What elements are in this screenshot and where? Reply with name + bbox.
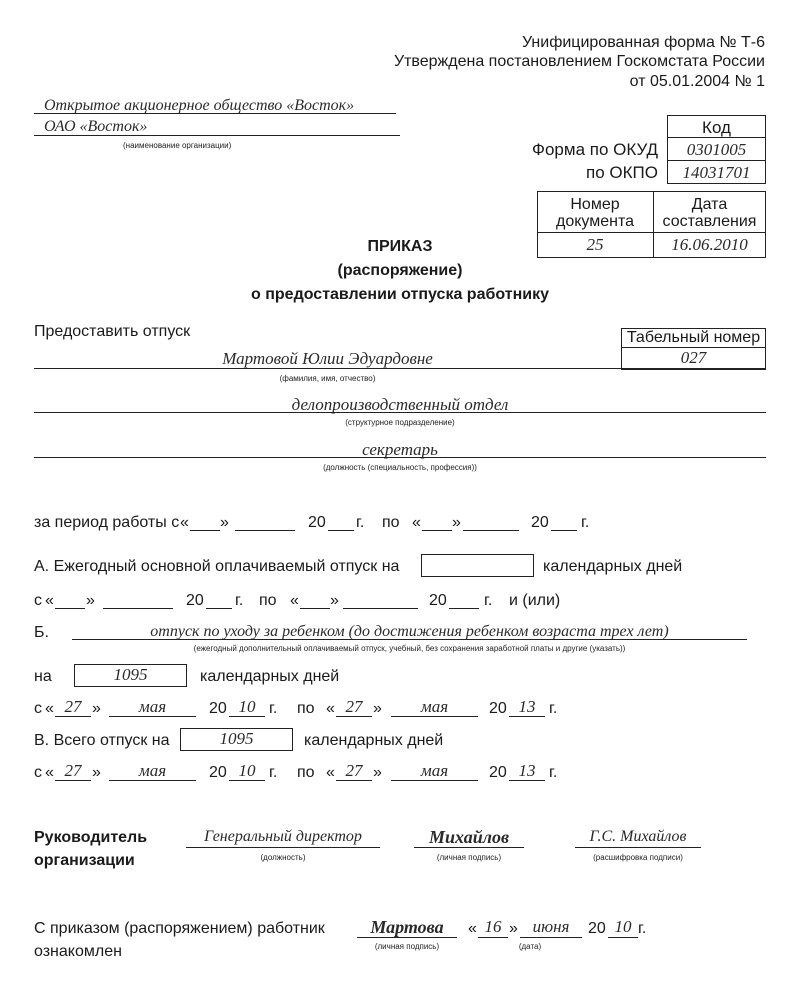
organization-full-name: Открытое акционерное общество «Восток»: [44, 97, 355, 114]
ack-year: 10: [614, 917, 632, 936]
section-a-days-label: календарных дней: [543, 558, 683, 575]
section-v-to-year-prefix: 20: [489, 764, 507, 781]
document-date-label-1: Дата: [691, 196, 728, 213]
section-b-from-quote-close: »: [92, 700, 101, 717]
organization-line-2: [34, 135, 400, 136]
ack-date-caption: (дата): [518, 942, 542, 951]
section-v-from-year-suffix: г.: [269, 764, 278, 781]
ack-month: июня: [532, 917, 570, 936]
employee-position-caption: (должность (специальность, профессия)): [323, 463, 477, 472]
period-to-month-line: [463, 530, 519, 531]
section-b-to-year: 13: [518, 697, 536, 716]
period-po-label: по: [382, 514, 400, 531]
section-b-to-year-prefix: 20: [489, 700, 507, 717]
codes-header: Код: [702, 118, 731, 137]
okpo-value: 14031701: [682, 163, 751, 182]
section-v-from-year-prefix: 20: [209, 764, 227, 781]
document-date-value: 16.06.2010: [671, 235, 748, 254]
head-signature-line: [414, 847, 524, 848]
period-to-quote-close: »: [452, 514, 461, 531]
employee-position-line: [34, 457, 766, 458]
section-b-from-year-line: [229, 716, 265, 717]
ack-year-suffix: г.: [638, 920, 647, 937]
section-b-days-label: календарных дней: [200, 668, 340, 685]
section-a-to-year-prefix: 20: [429, 592, 447, 609]
section-b-caption: (ежегодный дополнительный оплачиваемый отпуск, учебный, без сохранения заработной платы и другие (указать)): [193, 644, 626, 653]
section-v-to-quote-open: «: [326, 764, 335, 781]
section-b-po-label: по: [297, 700, 315, 717]
section-b-from-day: 27: [64, 697, 82, 716]
form-header-line-1: Унифицированная форма № Т-6: [521, 34, 765, 51]
document-date-label-2: составления: [662, 213, 757, 230]
employee-department-line: [34, 412, 766, 413]
section-a-from-quote-close: »: [86, 592, 95, 609]
section-v-to-year-line: [509, 780, 545, 781]
document-box-hdivider: [537, 232, 766, 233]
okud-label: Форма по ОКУД: [532, 140, 658, 159]
ack-signature-caption: (личная подпись): [374, 942, 440, 951]
section-b-label: Б.: [34, 624, 49, 641]
section-v-from-year-line: [229, 780, 265, 781]
section-a-to-quote-close: »: [330, 592, 339, 609]
document-number-value: 25: [586, 235, 604, 254]
okud-value: 0301005: [686, 140, 747, 159]
section-v-to-day: 27: [345, 761, 363, 780]
head-signature-caption: (личная подпись): [436, 853, 502, 862]
section-a-from-year-suffix: г.: [235, 592, 244, 609]
section-b-to-quote-close: »: [373, 700, 382, 717]
period-label: за период работы с: [34, 514, 180, 531]
tab-number-value: 027: [680, 348, 707, 367]
section-v-from-quote-open: «: [45, 764, 54, 781]
employee-position: секретарь: [362, 440, 438, 459]
employee-name-line: [34, 368, 766, 369]
section-v-from-month: мая: [138, 761, 167, 780]
section-a-or-label: и (или): [509, 592, 561, 609]
section-a-from-year-line: [206, 608, 232, 609]
section-v-days-value: 1095: [219, 729, 254, 748]
section-v-to-month: мая: [420, 761, 449, 780]
head-position-line: [186, 847, 380, 848]
section-b-from-year: 10: [238, 697, 256, 716]
period-to-year-suffix: г.: [581, 514, 590, 531]
period-from-year-prefix: 20: [308, 514, 326, 531]
section-v-from-year: 10: [238, 761, 256, 780]
period-from-quote-close: »: [220, 514, 229, 531]
section-a-to-month-line: [343, 608, 418, 609]
section-b-from-month: мая: [138, 697, 167, 716]
section-b-to-month-line: [391, 716, 478, 717]
period-from-year-line: [328, 530, 354, 531]
head-position-caption: (должность): [260, 853, 306, 862]
period-from-quote-open: «: [180, 514, 189, 531]
section-a-to-quote-open: «: [290, 592, 299, 609]
section-b-from-year-suffix: г.: [269, 700, 278, 717]
period-to-year-line: [551, 530, 577, 531]
section-b-days-value: 1095: [113, 665, 148, 684]
order-subtitle: (распоряжение): [337, 262, 463, 279]
section-a-from-month-line: [103, 608, 173, 609]
period-to-year-prefix: 20: [531, 514, 549, 531]
head-label-line-2: организации: [34, 852, 135, 869]
ack-day-line: [478, 937, 508, 938]
section-v-to-year-suffix: г.: [549, 764, 558, 781]
codes-divider-2: [667, 160, 766, 161]
section-v-po-label: по: [297, 764, 315, 781]
section-b-to-year-suffix: г.: [549, 700, 558, 717]
form-header-line-3: от 05.01.2004 № 1: [629, 73, 765, 90]
ack-quote-open: «: [468, 920, 477, 937]
section-v-from-quote-close: »: [92, 764, 101, 781]
section-v-to-year: 13: [518, 761, 536, 780]
section-a-from-label: с: [34, 592, 42, 609]
tab-number-label: Табельный номер: [626, 329, 761, 346]
head-decoding-caption: (расшифровка подписи): [593, 853, 683, 862]
organization-caption: (наименование организации): [123, 141, 232, 150]
period-to-day-line: [422, 530, 452, 531]
section-v-to-month-line: [391, 780, 478, 781]
head-label-line-1: Руководитель: [34, 829, 148, 846]
ack-signature-line: [357, 937, 457, 938]
section-b-from-year-prefix: 20: [209, 700, 227, 717]
ack-label-line-2: ознакомлен: [34, 943, 122, 960]
section-b-from-month-line: [109, 716, 196, 717]
organization-line-1: [34, 113, 396, 114]
head-position: Генеральный директор: [204, 828, 362, 845]
ack-label-line-1: С приказом (распоряжением) работник: [34, 920, 325, 937]
section-a-to-year-suffix: г.: [484, 592, 493, 609]
section-a-label: А. Ежегодный основной оплачиваемый отпуск на: [34, 558, 400, 575]
ack-signature: Мартова: [370, 917, 444, 937]
head-decoding-line: [575, 847, 701, 848]
section-a-from-quote-open: «: [45, 592, 54, 609]
document-number-label-2: документа: [555, 213, 634, 230]
ack-day: 16: [484, 917, 502, 936]
section-a-po-label: по: [259, 592, 277, 609]
section-a-days-box: [421, 554, 534, 577]
section-v-label: В. Всего отпуск на: [34, 732, 170, 749]
section-b-to-year-line: [509, 716, 545, 717]
organization-short-name: ОАО «Восток»: [44, 118, 148, 135]
section-b-to-quote-open: «: [326, 700, 335, 717]
section-a-from-day-line: [55, 608, 85, 609]
head-decoding: Г.С. Михайлов: [589, 828, 687, 845]
section-b-from-day-line: [55, 716, 91, 717]
employee-department: делопроизводственный отдел: [291, 395, 509, 414]
section-v-to-quote-close: »: [373, 764, 382, 781]
section-b-na-label: на: [34, 668, 52, 685]
section-b-from-quote-open: «: [45, 700, 54, 717]
grant-leave-label: Предоставить отпуск: [34, 323, 191, 340]
period-from-month-line: [235, 530, 295, 531]
ack-year-line: [608, 937, 638, 938]
employee-name-caption: (фамилия, имя, отчество): [279, 374, 376, 383]
section-v-days-label: календарных дней: [304, 732, 444, 749]
order-description: о предоставлении отпуска работнику: [251, 286, 549, 303]
section-v-from-day: 27: [64, 761, 82, 780]
section-v-to-day-line: [336, 780, 372, 781]
okpo-label: по ОКПО: [586, 163, 658, 182]
section-v-from-day-line: [55, 780, 91, 781]
period-to-quote-open: «: [412, 514, 421, 531]
section-v-from-label: с: [34, 764, 42, 781]
head-signature: Михайлов: [428, 827, 510, 847]
employee-department-caption: (структурное подразделение): [345, 418, 455, 427]
section-b-to-day-line: [336, 716, 372, 717]
section-v-from-month-line: [109, 780, 196, 781]
period-from-year-suffix: г.: [356, 514, 365, 531]
section-a-from-year-prefix: 20: [186, 592, 204, 609]
document-number-label-1: Номер: [570, 196, 620, 213]
section-a-to-year-line: [449, 608, 479, 609]
section-b-leave-type: отпуск по уходу за ребенком (до достижения ребенком возраста трех лет): [150, 623, 669, 640]
period-from-day-line: [190, 530, 220, 531]
form-header-line-2: Утверждена постановлением Госкомстата России: [393, 53, 765, 70]
ack-quote-close: »: [509, 920, 518, 937]
section-b-to-day: 27: [345, 697, 363, 716]
section-b-to-month: мая: [420, 697, 449, 716]
order-title: ПРИКАЗ: [367, 238, 433, 255]
employee-name: Мартовой Юлии Эдуардовне: [222, 349, 433, 368]
section-a-to-day-line: [300, 608, 330, 609]
section-b-leave-type-line: [72, 639, 747, 640]
ack-month-line: [520, 937, 582, 938]
section-b-from-label: с: [34, 700, 42, 717]
ack-year-prefix: 20: [588, 920, 606, 937]
